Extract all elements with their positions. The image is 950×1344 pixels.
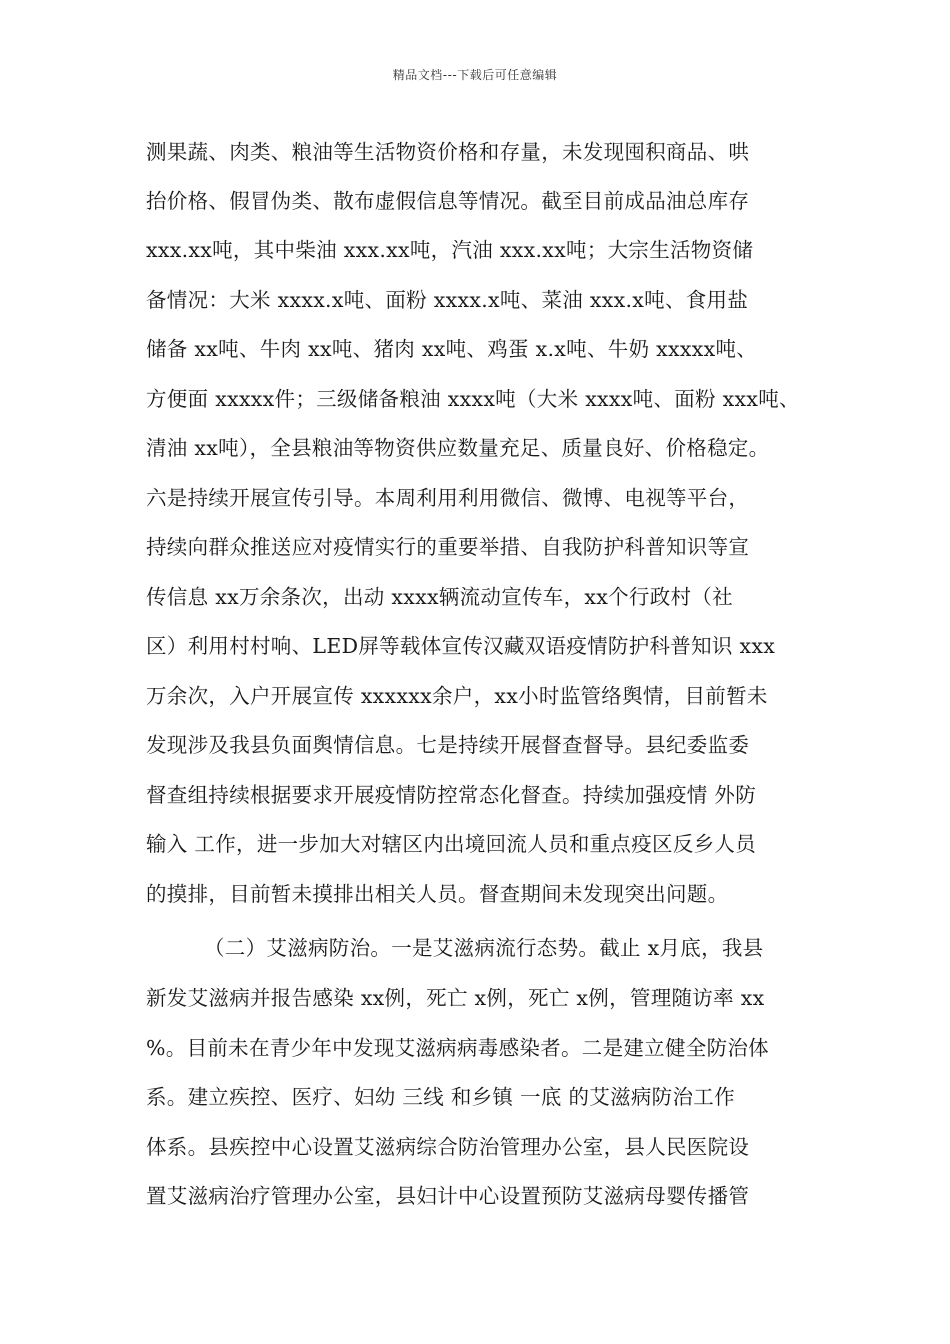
paragraph-start-line: （二）艾滋病防治。一是艾滋病流行态势。截止 x月底，我县 — [204, 936, 764, 960]
text-line: 督查组持续根据要求开展疫情防控常态化督查。持续加强疫情 外防 — [146, 783, 757, 807]
text-line: %。目前未在青少年中发现艾滋病病毒感染者。二是建立健全防治体 — [146, 1036, 769, 1060]
text-line: 六是持续开展宣传引导。本周利用利用微信、微博、电视等平台， — [146, 486, 750, 510]
text-line: 区）利用村村响、LED屏等载体宣传汉藏双语疫情防护科普知识 xxx — [146, 634, 776, 658]
text-line: 置艾滋病治疗管理办公室，县妇计中心设置预防艾滋病母婴传播管 — [146, 1184, 750, 1208]
text-line: 方便面 xxxxx件；三级储备粮油 xxxx吨（大米 xxxx吨、面粉 xxx吨、 — [146, 387, 800, 411]
text-line: 万余次，入户开展宣传 xxxxxx余户，xx小时监管络舆情，目前暂未 — [146, 684, 768, 708]
text-line: 的摸排，目前暂未摸排出相关人员。督查期间未发现突出问题。 — [146, 882, 729, 906]
text-line: xxx.xx吨，其中柴油 xxx.xx吨，汽油 xxx.xx吨；大宗生活物资储 — [146, 238, 754, 262]
text-line: 系。建立疾控、医疗、妇幼 三线 和乡镇 一底 的艾滋病防治工作 — [146, 1085, 735, 1109]
text-line: 发现涉及我县负面舆情信息。七是持续开展督查督导。县纪委监委 — [146, 733, 750, 757]
text-line: 新发艾滋病并报告感染 xx例，死亡 x例，死亡 x例，管理随访率 xx — [146, 986, 765, 1010]
text-line: 抬价格、假冒伪类、散布虚假信息等情况。截至目前成品油总库存 — [146, 189, 750, 213]
text-line: 输入 工作，进一步加大对辖区内出境回流人员和重点疫区反乡人员 — [146, 832, 757, 856]
text-line: 传信息 xx万余条次，出动 xxxx辆流动宣传车，xx个行政村（社 — [146, 585, 733, 609]
text-line: 持续向群众推送应对疫情实行的重要举措、自我防护科普知识等宣 — [146, 535, 750, 559]
page-header: 精品文档---下载后可任意编辑 — [392, 68, 558, 82]
text-line: 储备 xx吨、牛肉 xx吨、猪肉 xx吨、鸡蛋 x.x吨、牛奶 xxxxx吨、 — [146, 337, 758, 361]
text-line: 体系。县疾控中心设置艾滋病综合防治管理办公室，县人民医院设 — [146, 1135, 750, 1159]
text-line: 测果蔬、肉类、粮油等生活物资价格和存量，未发现囤积商品、哄 — [146, 140, 750, 164]
text-line: 清油 xx吨），全县粮油等物资供应数量充足、质量良好、价格稳定。 — [146, 436, 770, 460]
text-line: 备情况：大米 xxxx.x吨、面粉 xxxx.x吨、菜油 xxx.x吨、食用盐 — [146, 288, 749, 312]
